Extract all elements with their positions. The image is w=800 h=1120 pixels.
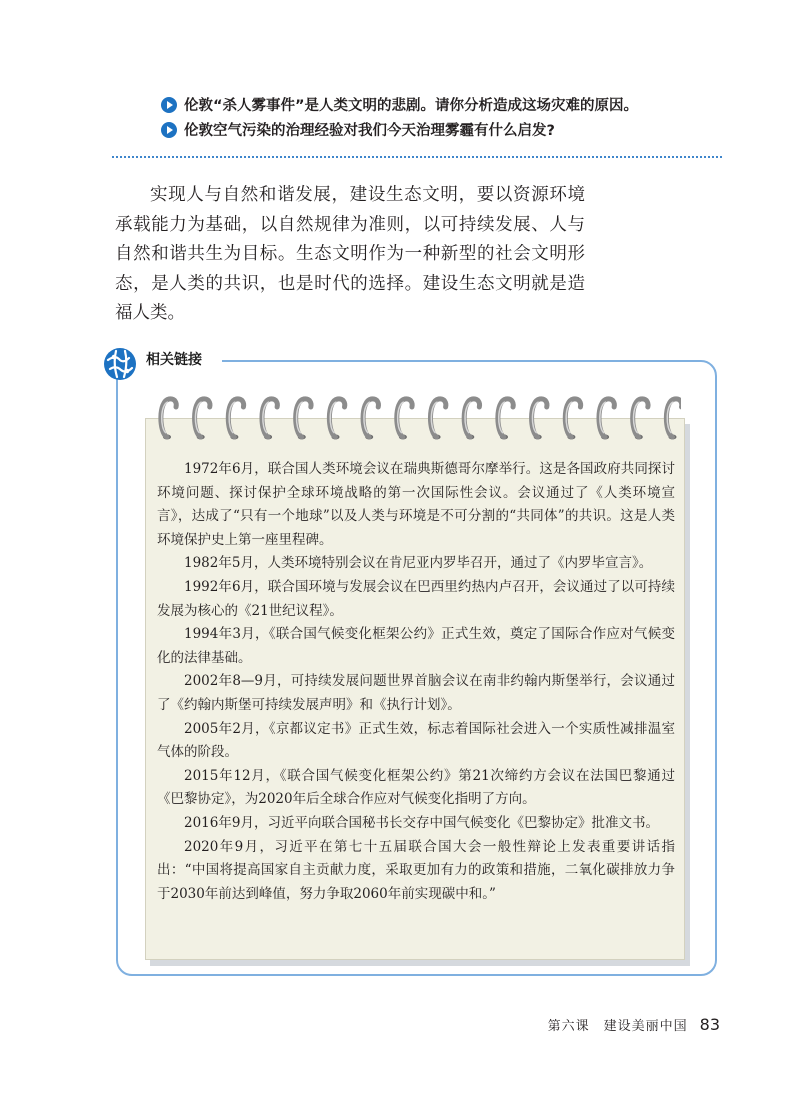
play-bullet-icon [161, 122, 177, 138]
globe-link-icon [103, 347, 137, 381]
discussion-questions [161, 92, 721, 142]
spiral-ring [195, 399, 210, 440]
spiral-ring [161, 399, 176, 440]
spiral-ring [599, 399, 614, 440]
play-bullet-icon [161, 97, 177, 113]
event-paragraph: 1994年3月，《联合国气候变化框架公约》正式生效，奠定了国际合作应对气候变化的法律基础。 [157, 626, 675, 666]
question-text: 伦敦空气污染的治理经验对我们今天治理雾霾有什么启发? [184, 123, 555, 139]
question-text: 伦敦“杀人雾事件”是人类文明的悲剧。请你分析造成这场灾难的原因。 [184, 98, 639, 114]
lesson-label: 第六课 [547, 1019, 590, 1034]
spiral-ring [228, 399, 243, 440]
related-link-title: 相关链接 [146, 352, 202, 368]
question-item [161, 117, 721, 142]
spiral-ring [532, 399, 547, 440]
event-paragraph: 2020年9月，习近平在第七十五届联合国大会一般性辩论上发表重要讲话指出：“中国将提高国家自主贡献力度，采取更加有力的政策和措施，二氧化碳排放力争于2030年前达到峰值，努力争取2060年前实现碳中和。” [157, 838, 675, 902]
page-footer [548, 1015, 720, 1034]
spiral-ring [397, 399, 412, 440]
spiral-ring [296, 399, 311, 440]
event-paragraph: 2016年9月，习近平向联合国秘书长交存中国气候变化《巴黎协定》批准文书。 [184, 814, 659, 831]
spiral-ring [329, 399, 344, 440]
spiral-ring [498, 399, 513, 440]
event-paragraph: 2002年8—9月，可持续发展问题世界首脑会议在南非约翰内斯堡举行，会议通过了《约翰内斯堡可持续发展声明》和《执行计划》。 [157, 673, 675, 713]
related-link-content [157, 458, 675, 906]
spiral-ring [565, 399, 580, 440]
event-paragraph: 1992年6月，联合国环境与发展会议在巴西里约热内卢召开，会议通过了以可持续发展为核心的《21世纪议程》。 [157, 578, 675, 619]
spiral-ring [363, 399, 378, 440]
dotted-divider [112, 156, 722, 158]
spiral-ring [464, 399, 479, 440]
event-paragraph: 2005年2月，《京都议定书》正式生效，标志着国际社会进入一个实质性减排温室气体的阶段。 [157, 720, 675, 761]
spiral-binding [147, 393, 681, 445]
event-paragraph: 2015年12月，《联合国气候变化框架公约》第21次缔约方会议在法国巴黎通过《巴黎协定》，为2020年后全球合作应对气候变化指明了方向。 [157, 767, 675, 808]
spiral-ring [430, 399, 445, 440]
chapter-title: 建设美丽中国 [603, 1019, 688, 1034]
main-paragraph: 实现人与自然和谐发展，建设生态文明，要以资源环境承载能力为基础，以自然规律为准则，以可持续发展、人与自然和谐共生为目标。生态文明作为一种新型的社会文明形态，是人类的共识，也是时代的选择。建设生态文明就是造福人类。 [115, 185, 585, 323]
spiral-ring [262, 399, 277, 440]
spiral-ring [666, 399, 681, 440]
event-paragraph: 1982年5月，人类环境特别会议在肯尼亚内罗毕召开，通过了《内罗毕宣言》。 [184, 555, 653, 572]
question-item [161, 92, 721, 117]
page-number: 83 [699, 1015, 720, 1034]
spiral-ring [633, 399, 648, 440]
event-paragraph: 1972年6月，联合国人类环境会议在瑞典斯德哥尔摩举行。这是各国政府共同探讨环境问题、探讨保护全球环境战略的第一次国际性会议。会议通过了《人类环境宣言》，达成了“只有一个地球”以及人类与环境是不可分割的“共同体”的共识。这是人类环境保护史上第一座里程碑。 [157, 461, 675, 548]
